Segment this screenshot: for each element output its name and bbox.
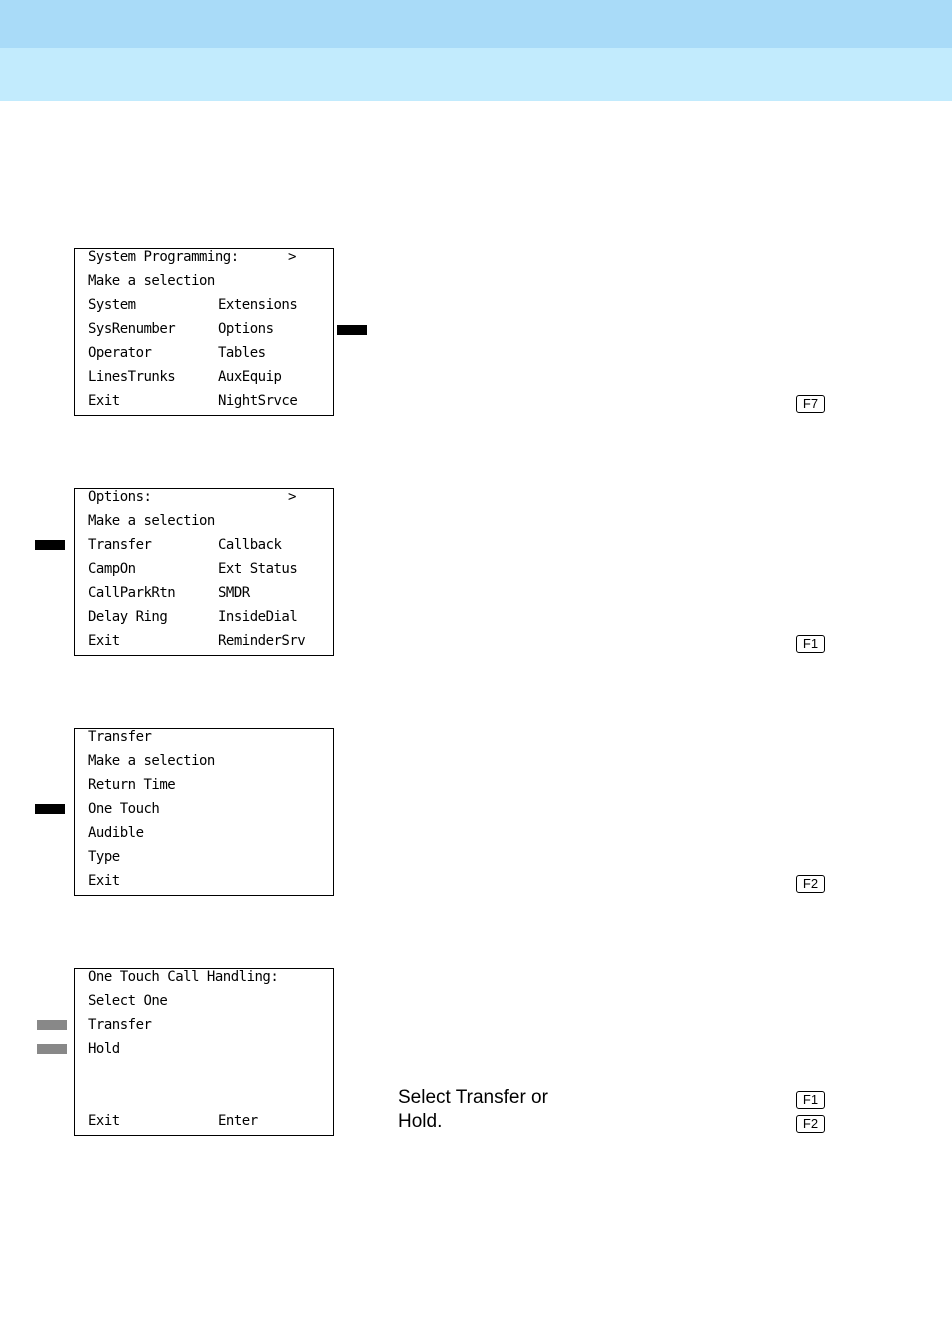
menu-option: SysRenumber (88, 321, 176, 337)
next-page-arrow: > (288, 249, 296, 265)
header-band-bottom (0, 48, 952, 101)
menu-option: CallParkRtn (88, 585, 176, 601)
menu-option: Transfer (88, 537, 152, 553)
menu-option: ReminderSrv (218, 633, 306, 649)
screen-title: Options: (88, 489, 152, 505)
menu-option: InsideDial (218, 609, 298, 625)
menu-option: One Touch (88, 801, 160, 817)
header-band-top (0, 0, 952, 48)
menu-option: Enter (218, 1113, 258, 1129)
menu-option: LinesTrunks (88, 369, 176, 385)
function-key-f1[interactable]: F1 (796, 1091, 825, 1109)
menu-option: System (88, 297, 136, 313)
menu-option: SMDR (218, 585, 250, 601)
screen-title: Transfer (88, 729, 152, 745)
line-button-indicator[interactable] (337, 325, 367, 335)
menu-option: AuxEquip (218, 369, 282, 385)
line-button-indicator[interactable] (37, 1020, 67, 1030)
screen-subtitle: Make a selection (88, 273, 215, 289)
screen-title: One Touch Call Handling: (88, 969, 279, 985)
menu-option: CampOn (88, 561, 136, 577)
function-key-f2[interactable]: F2 (796, 1115, 825, 1133)
menu-option: Hold (88, 1041, 120, 1057)
display-screen (74, 968, 334, 1136)
screen-subtitle: Make a selection (88, 753, 215, 769)
menu-option: Ext Status (218, 561, 298, 577)
line-button-indicator[interactable] (35, 804, 65, 814)
display-screen (74, 728, 334, 896)
next-page-arrow: > (288, 489, 296, 505)
menu-option: Exit (88, 633, 120, 649)
function-key-f1[interactable]: F1 (796, 635, 825, 653)
menu-option: Audible (88, 825, 144, 841)
screen-subtitle: Select One (88, 993, 168, 1009)
menu-option: Type (88, 849, 120, 865)
display-screen (74, 488, 334, 656)
line-button-indicator[interactable] (35, 540, 65, 550)
menu-option: Delay Ring (88, 609, 168, 625)
menu-option: Extensions (218, 297, 298, 313)
menu-option: Options (218, 321, 274, 337)
screen-subtitle: Make a selection (88, 513, 215, 529)
menu-option: NightSrvce (218, 393, 298, 409)
menu-option: Tables (218, 345, 266, 361)
screen-title: System Programming: (88, 249, 239, 265)
menu-option: Exit (88, 873, 120, 889)
menu-option: Exit (88, 1113, 120, 1129)
menu-option: Operator (88, 345, 152, 361)
function-key-f2[interactable]: F2 (796, 875, 825, 893)
menu-option: Return Time (88, 777, 176, 793)
function-key-f7[interactable]: F7 (796, 395, 825, 413)
menu-option: Exit (88, 393, 120, 409)
display-screen (74, 248, 334, 416)
menu-option: Transfer (88, 1017, 152, 1033)
menu-option: Callback (218, 537, 282, 553)
line-button-indicator[interactable] (37, 1044, 67, 1054)
instruction-line-2: Hold. (398, 1111, 443, 1132)
instruction-line-1: Select Transfer or (398, 1087, 548, 1108)
